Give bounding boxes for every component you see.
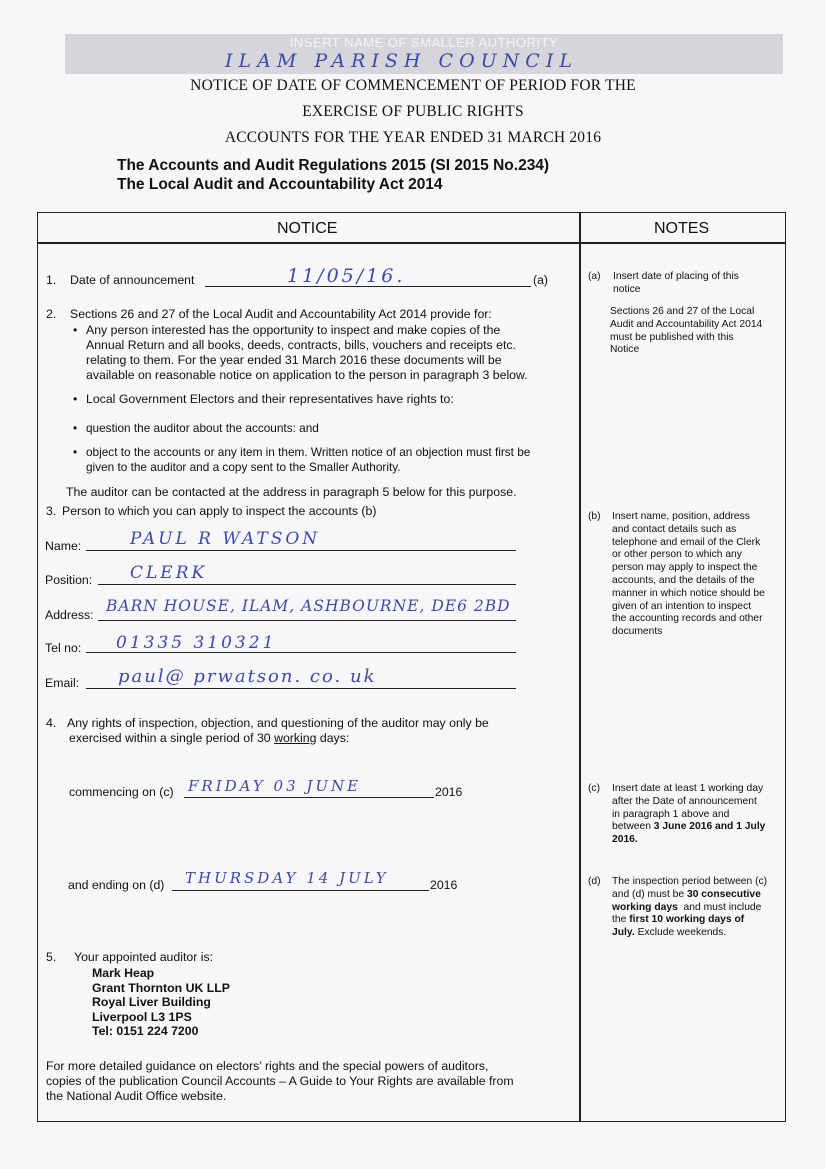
item2-bullet1	[86, 323, 528, 383]
bullet1-line: Annual Return and all books, deeds, contracts, bills, vouchers and receipts etc.	[86, 338, 516, 352]
note-a2-line: Notice	[610, 344, 640, 356]
item3-heading: Person to which you can apply to inspect the accounts (b)	[62, 504, 377, 518]
item4-line2	[69, 731, 349, 746]
item2-sub1: • question the auditor about the accounts: and	[86, 421, 319, 436]
note-a2-line: must be published with this	[610, 331, 734, 343]
note-c	[612, 783, 765, 847]
note-b-line: the accounting records and other	[612, 613, 763, 625]
regulation-1: The Accounts and Audit Regulations 2015 (SI 2015 No.234)	[117, 157, 550, 174]
item2-number: 2.	[46, 307, 57, 321]
note-a2-line: Audit and Accountability Act 2014	[610, 318, 763, 330]
footer-line: copies of the publication Council Accounts – A Guide to Your Rights are available from	[46, 1074, 514, 1088]
note-b-ref: (b)	[588, 511, 601, 522]
position-value[interactable]: CLERK	[130, 563, 208, 583]
note-c-bold: 2016.	[612, 834, 638, 846]
authority-name-bar	[65, 34, 783, 74]
auditor-building: Royal Liver Building	[92, 995, 211, 1009]
name-line	[86, 550, 516, 551]
authority-name-handwritten: ILAM PARISH COUNCIL	[225, 50, 578, 72]
item4-line1: Any rights of inspection, objection, and questioning of the auditor may only be	[67, 716, 489, 730]
note-d-bold: July.	[612, 927, 635, 939]
item5-number: 5.	[46, 950, 57, 964]
item4-working: working	[274, 731, 317, 745]
item2-intro: Sections 26 and 27 of the Local Audit and Accountability Act 2014 provide for:	[70, 307, 492, 321]
note-d-line: The inspection period between (c)	[612, 876, 768, 887]
note-d-ref: (d)	[588, 876, 601, 887]
note-d-line	[612, 927, 767, 940]
ending-line	[172, 890, 429, 891]
position-label: Position:	[45, 573, 93, 587]
note-d	[612, 876, 767, 940]
commencing-line	[184, 797, 434, 798]
date-of-announcement-value[interactable]: 11/05/16.	[287, 265, 406, 287]
address-label: Address:	[45, 608, 94, 622]
commencing-label: commencing on (c)	[69, 785, 174, 799]
note-d-bold: working days	[612, 901, 678, 913]
note-b-line: documents	[612, 626, 663, 638]
item1-ref: (a)	[533, 273, 549, 287]
regulation-2: The Local Audit and Accountability Act 2014	[117, 176, 443, 193]
item5-heading: Your appointed auditor is:	[74, 950, 214, 964]
bullet1-line: • Any person interested has the opportunity to inspect and make copies of the	[86, 323, 501, 337]
column-divider	[579, 212, 581, 1122]
note-b	[612, 511, 765, 639]
item2-sub2	[86, 445, 530, 475]
authority-placeholder: INSERT NAME OF SMALLER AUTHORITY	[289, 35, 559, 50]
name-value[interactable]: PAUL R WATSON	[130, 529, 321, 549]
title-line-3: ACCOUNTS FOR THE YEAR ENDED 31 MARCH 2016	[224, 129, 602, 146]
notes-column-header: NOTES	[654, 220, 710, 237]
email-line	[86, 688, 516, 689]
note-b-line: Insert name, position, address	[612, 511, 750, 522]
auditor-contact-note: The auditor can be contacted at the address in paragraph 5 below for this purpose.	[66, 485, 517, 499]
note-b-line: person may apply to inspect the	[612, 562, 758, 574]
note-b-line: or other person to which any	[612, 549, 742, 561]
item4-number: 4.	[46, 716, 57, 730]
note-d-text: and (d) must be	[612, 888, 687, 900]
header-divider	[37, 242, 786, 244]
bullet1-line: available on reasonable notice on application to the person in paragraph 3 below.	[86, 368, 528, 382]
note-c-line	[612, 821, 765, 834]
note-c-text: between	[612, 821, 654, 833]
note-b-line: and contact details such as	[612, 523, 737, 535]
bullet1-line: relating to them. For the year ended 31 March 2016 these documents will be	[86, 353, 502, 367]
tel-value[interactable]: 01335 310321	[116, 633, 277, 653]
position-line	[98, 584, 516, 585]
auditor-name: Mark Heap	[92, 966, 155, 980]
title-line-2: EXERCISE OF PUBLIC RIGHTS	[302, 103, 524, 120]
footer-line: the National Audit Office website.	[46, 1089, 227, 1103]
sub2-line: given to the auditor and a copy sent to the Smaller Authority.	[86, 460, 401, 474]
auditor-address	[92, 966, 230, 1039]
ending-value[interactable]: THURSDAY 14 JULY	[185, 869, 389, 887]
email-value[interactable]: paul@ prwatson. co. uk	[118, 666, 377, 687]
note-c-line: after the Date of announcement	[612, 795, 757, 807]
note-d-text: Exclude weekends.	[634, 927, 727, 939]
note-a-line: notice	[613, 283, 641, 295]
ending-year: 2016	[430, 878, 458, 892]
note-a2	[610, 306, 762, 357]
note-a-line: Insert date of placing of this	[613, 271, 739, 282]
title-line-1: NOTICE OF DATE OF COMMENCEMENT OF PERIOD FOR THE	[190, 77, 636, 94]
auditor-city: Liverpool L3 1PS	[92, 1009, 192, 1024]
note-d-line	[612, 889, 767, 902]
commencing-value[interactable]: FRIDAY 03 JUNE	[188, 777, 362, 795]
email-label: Email:	[45, 676, 80, 690]
note-d-line	[612, 914, 767, 927]
footer-line: For more detailed guidance on electors’ rights and the special powers of auditors,	[46, 1059, 489, 1073]
address-value[interactable]: BARN HOUSE, ILAM, ASHBOURNE, DE6 2BD	[106, 597, 511, 615]
note-b-line: telephone and email of the Clerk	[612, 536, 761, 548]
note-d-line	[612, 902, 767, 915]
note-a	[613, 271, 739, 297]
item4-line2-post: days:	[316, 731, 350, 745]
name-label: Name:	[45, 539, 82, 553]
note-d-bold: first 10 working days of	[629, 914, 745, 926]
commencing-year: 2016	[435, 785, 463, 799]
tel-label: Tel no:	[45, 641, 82, 655]
note-b-line: accounts, and the details of the	[612, 574, 755, 586]
item2-bullet2: • Local Government Electors and their representatives have rights to:	[86, 392, 454, 407]
item1-label: Date of announcement	[70, 273, 195, 287]
ending-label: and ending on (d)	[68, 878, 165, 892]
item4-line2-pre: exercised within a single period of 30	[69, 731, 275, 745]
note-c-line: in paragraph 1 above and	[612, 808, 730, 820]
sub2-line: • object to the accounts or any item in them. Written notice of an objection must first be	[86, 445, 531, 459]
note-c-line: Insert date at least 1 working day	[612, 783, 764, 794]
item1-number: 1.	[46, 273, 57, 287]
notice-column-header: NOTICE	[277, 220, 338, 237]
note-b-line: manner in which notice should be	[612, 587, 765, 599]
note-c-bold: 3 June 2016 and 1 July	[653, 821, 766, 833]
guidance-footer	[46, 1059, 514, 1104]
note-d-bold: 30 consecutive	[686, 888, 761, 900]
auditor-firm: Grant Thornton UK LLP	[92, 980, 230, 995]
item3-number: 3.	[46, 504, 57, 518]
note-c-ref: (c)	[588, 783, 601, 794]
note-d-text: and must include	[677, 901, 762, 913]
note-c-line	[612, 834, 765, 847]
auditor-tel: Tel: 0151 224 7200	[92, 1024, 199, 1038]
address-line	[98, 620, 516, 621]
note-a-ref: (a)	[588, 271, 601, 282]
note-d-text: the	[612, 914, 630, 926]
note-a2-line: Sections 26 and 27 of the Local	[610, 306, 755, 317]
note-b-line: given of an intention to inspect	[612, 600, 752, 612]
